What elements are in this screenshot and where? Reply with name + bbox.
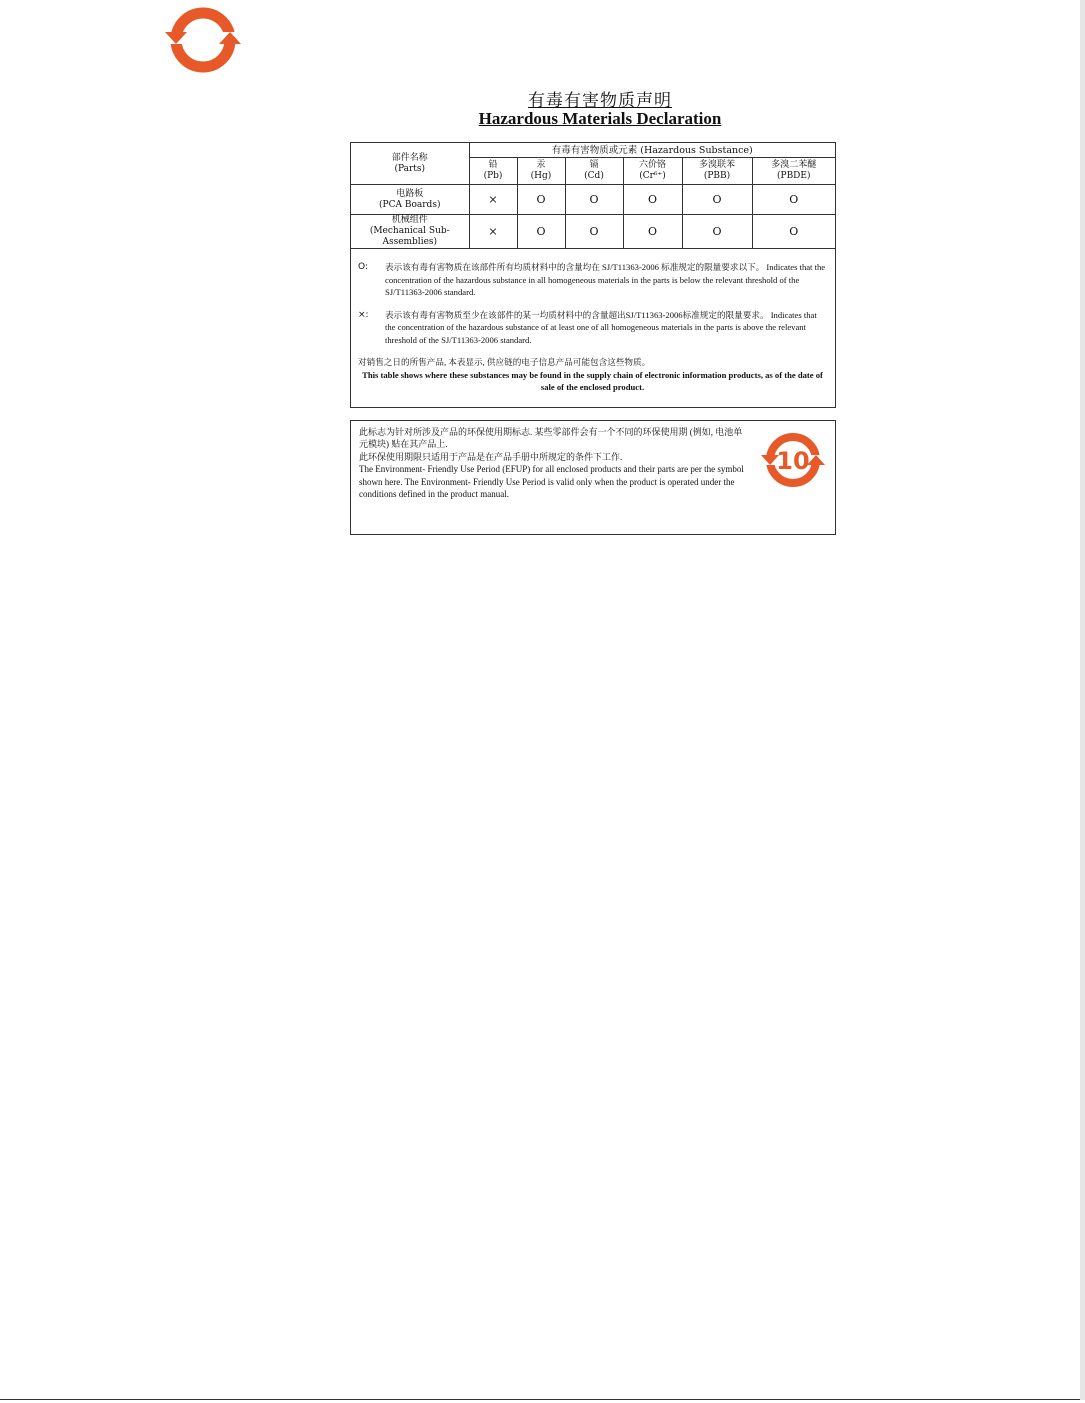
parts-header — [351, 143, 469, 185]
table-cell: O — [752, 215, 835, 249]
part-name — [351, 185, 469, 215]
part-name-cn: 电路板 — [396, 188, 424, 199]
table-row — [351, 185, 835, 215]
supply-chain-note-en: This table shows where these substances may be found in the supply chain of electronic information products, as of the date of sale of the enclosed product. — [362, 369, 823, 392]
note-o-text: 表示该有毒有害物质在该部件所有均质材料中的含量均在 SJ/T11363-2006 标准规定的限量要求以下。 Indicates that the concentration of the hazardous substance in all homogeneous materials in the parts is below the relevant threshold of the SJ/T11363-2006 standard. — [385, 262, 826, 297]
declaration-box — [350, 142, 836, 408]
substance-header-4 — [682, 158, 752, 185]
substance-header-0 — [469, 158, 517, 185]
table-cell: × — [469, 215, 517, 249]
table-cell: O — [623, 215, 682, 249]
substance-header-3 — [623, 158, 682, 185]
substance-symbol: (Pb) — [483, 171, 503, 181]
table-row — [351, 215, 835, 249]
parts-header-en: (Parts) — [394, 163, 426, 174]
substance-name-cn: 镉 — [589, 160, 599, 170]
environment-recycle-icon — [163, 4, 243, 74]
substance-symbol: (Hg) — [530, 171, 552, 181]
table-cell: O — [565, 215, 623, 249]
parts-header-cn: 部件名称 — [391, 152, 428, 163]
hazard-table — [351, 143, 835, 249]
substance-symbol: (PBDE) — [777, 171, 811, 181]
efup-10-icon — [760, 430, 826, 490]
table-cell: O — [517, 215, 565, 249]
note-x — [358, 309, 827, 347]
efup-text-cn-2: 此环保使用期限只适用于产品是在产品手册中所规定的条件下工作. — [359, 451, 623, 462]
note-x-text: 表示该有毒有害物质至少在该部件的某一均质材料中的含量超出SJ/T11363-2006标准规定的限量要求。 Indicates that the concentration of the hazardous substance of at least one of all homogeneous materials in the parts is above the relevant threshold of the SJ/T11363-2006 standard. — [385, 309, 817, 345]
table-cell: O — [752, 185, 835, 215]
note-o-mark: O: — [358, 262, 368, 272]
substance-name-cn: 多溴联苯 — [698, 160, 735, 170]
page-edge-shadow — [1076, 0, 1085, 1400]
supply-chain-note-cn: 对销售之日的所售产品, 本表显示, 供应链的电子信息产品可能包含这些物质。 — [358, 357, 651, 367]
substance-symbol: (Cd) — [584, 171, 604, 181]
substance-header: 有毒有害物质或元素 (Hazardous Substance) — [469, 143, 835, 158]
efup-text-cn-1: 此标志为针对所涉及产品的环保使用期标志. 某些零部件会有一个不同的环保使用期 (例如, 电池单元模块) 贴在其产品上. — [359, 427, 743, 450]
table-cell: O — [565, 185, 623, 215]
part-name — [351, 215, 469, 249]
efup-number: 10 — [776, 447, 810, 475]
part-name-en: (Mechanical Sub-Assemblies) — [369, 226, 450, 247]
footer-rule — [0, 1399, 1085, 1400]
table-cell: O — [623, 185, 682, 215]
table-cell: × — [469, 185, 517, 215]
title-english: Hazardous Materials Declaration — [478, 109, 722, 128]
substance-header-1 — [517, 158, 565, 185]
substance-name-cn: 多溴二苯醚 — [771, 160, 817, 170]
note-o — [358, 261, 827, 299]
part-name-en: (PCA Boards) — [379, 199, 441, 210]
efup-text-en: The Environment- Friendly Use Period (EFUP) for all enclosed products and their parts are per the symbol shown here. The Environment- Friendly Use Period is valid only when the product is operated under the conditions defined in the product manual. — [359, 464, 744, 500]
table-cell: O — [682, 215, 752, 249]
part-name-cn: 机械组件 — [391, 215, 428, 225]
substance-header-2 — [565, 158, 623, 185]
substance-name-cn: 汞 — [536, 160, 546, 170]
note-x-mark: ×: — [358, 309, 369, 320]
substance-symbol: (PBB) — [703, 171, 731, 181]
substance-header-5 — [752, 158, 835, 185]
substance-name-cn: 六价铬 — [638, 160, 666, 170]
substance-name-cn: 铅 — [488, 160, 498, 170]
substance-symbol: (Cr⁶⁺) — [639, 171, 666, 181]
notes — [351, 249, 835, 394]
title-chinese: 有毒有害物质声明 — [528, 91, 672, 111]
table-cell: O — [517, 185, 565, 215]
table-cell: O — [682, 185, 752, 215]
